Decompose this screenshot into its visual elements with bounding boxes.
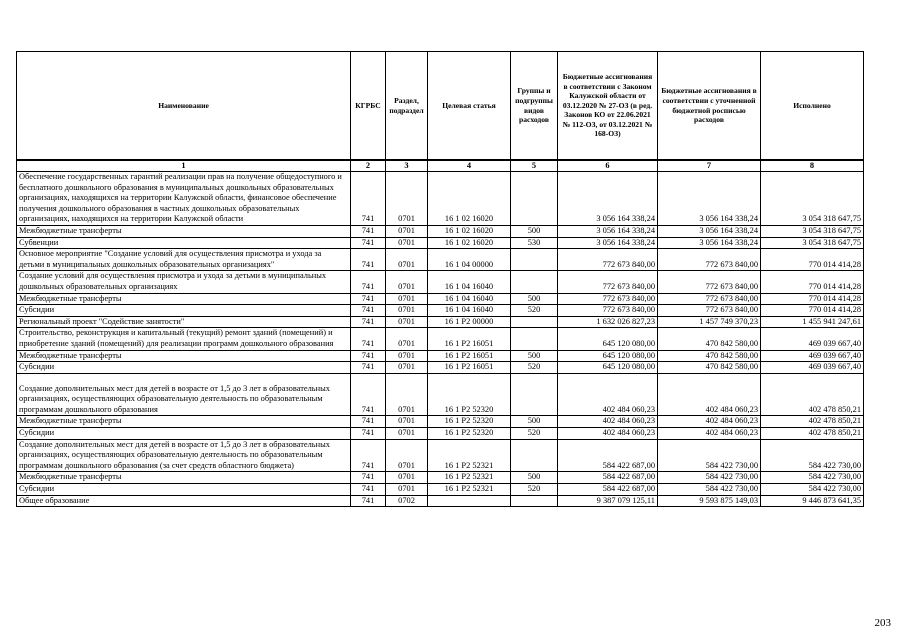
row-group — [511, 271, 558, 293]
row-plan: 470 842 580,00 — [658, 350, 761, 362]
row-name: Субсидии — [17, 484, 351, 496]
row-section: 0701 — [386, 416, 428, 428]
row-plan: 402 484 060,23 — [658, 428, 761, 440]
header-plan: Бюджетные ассигнования в соответствии с уточненной бюджетной росписью расходов — [658, 52, 761, 161]
row-law: 402 484 060,23 — [558, 428, 658, 440]
row-section: 0701 — [386, 472, 428, 484]
table-row — [17, 373, 864, 416]
row-kgrbs: 741 — [351, 316, 386, 328]
row-group: 500 — [511, 416, 558, 428]
page-number: 203 — [874, 617, 891, 629]
row-section: 0701 — [386, 305, 428, 317]
row-plan: 3 056 164 338,24 — [658, 237, 761, 249]
row-article: 16 1 P2 52321 — [428, 472, 511, 484]
row-section: 0701 — [386, 484, 428, 496]
table-row — [17, 225, 864, 237]
row-done: 584 422 730,00 — [761, 439, 864, 472]
row-name: Субсидии — [17, 362, 351, 374]
row-article: 16 1 P2 52320 — [428, 373, 511, 416]
row-done: 469 039 667,40 — [761, 350, 864, 362]
header-kgrbs: КГРБС — [351, 52, 386, 161]
row-name: Межбюджетные трансферты — [17, 350, 351, 362]
row-done: 469 039 667,40 — [761, 328, 864, 350]
row-done: 584 422 730,00 — [761, 472, 864, 484]
row-section: 0701 — [386, 237, 428, 249]
row-name: Создание условий для осуществления присмотра и ухода за детьми в муниципальных дошкольных образовательных организациях — [17, 271, 351, 293]
row-done: 3 054 318 647,75 — [761, 172, 864, 226]
row-article — [428, 495, 511, 507]
column-number: 5 — [511, 160, 558, 172]
row-law: 3 056 164 338,24 — [558, 172, 658, 226]
row-done: 770 014 414,28 — [761, 305, 864, 317]
row-article: 16 1 P2 00000 — [428, 316, 511, 328]
row-kgrbs: 741 — [351, 237, 386, 249]
row-article: 16 1 04 00000 — [428, 249, 511, 271]
row-group: 500 — [511, 350, 558, 362]
row-name: Обеспечение государственных гарантий реализации прав на получение общедоступного и бесплатного дошкольного образования в муниципальных дошкольных образовательных организациях, находящихся на территории Калужской области, финансовое обеспечение получения дошкольного образования в частных дошкольных образовательных организациях, находящихся на территории Калужской области — [17, 172, 351, 226]
table-row — [17, 328, 864, 350]
row-law: 772 673 840,00 — [558, 249, 658, 271]
row-done: 770 014 414,28 — [761, 249, 864, 271]
column-number: 1 — [17, 160, 351, 172]
row-article: 16 1 P2 16051 — [428, 350, 511, 362]
row-group — [511, 172, 558, 226]
row-plan: 3 056 164 338,24 — [658, 172, 761, 226]
row-plan: 772 673 840,00 — [658, 249, 761, 271]
table-row — [17, 350, 864, 362]
header-group: Группы и подгруппы видов расходов — [511, 52, 558, 161]
table-row — [17, 428, 864, 440]
row-name: Создание дополнительных мест для детей в возрасте от 1,5 до 3 лет в образовательных организациях, осуществляющих образовательную деятельность по образовательным программам дошкольного образования (за счет средств областного бюджета) — [17, 439, 351, 472]
table-row — [17, 293, 864, 305]
row-kgrbs: 741 — [351, 350, 386, 362]
row-law: 584 422 687,00 — [558, 439, 658, 472]
header-law: Бюджетные ассигнования в соответствии с Законом Калужской области от 03.12.2020 № 27-ОЗ (в ред. Законов КО от 22.06.2021 № 112-ОЗ, от 03.12.2021 № 168-ОЗ) — [558, 52, 658, 161]
row-section: 0701 — [386, 439, 428, 472]
row-article: 16 1 P2 52321 — [428, 484, 511, 496]
column-number: 2 — [351, 160, 386, 172]
row-article: 16 1 02 16020 — [428, 172, 511, 226]
row-kgrbs: 741 — [351, 172, 386, 226]
row-group: 520 — [511, 305, 558, 317]
row-group — [511, 249, 558, 271]
row-kgrbs: 741 — [351, 305, 386, 317]
row-kgrbs: 741 — [351, 225, 386, 237]
row-name: Основное мероприятие "Создание условий для осуществления присмотра и ухода за детьми в муниципальных дошкольных образовательных организациях" — [17, 249, 351, 271]
row-group: 520 — [511, 362, 558, 374]
row-plan: 584 422 730,00 — [658, 439, 761, 472]
header-article: Целевая статья — [428, 52, 511, 161]
row-plan: 470 842 580,00 — [658, 362, 761, 374]
row-group — [511, 373, 558, 416]
row-law: 645 120 080,00 — [558, 362, 658, 374]
row-section: 0702 — [386, 495, 428, 507]
row-plan: 584 422 730,00 — [658, 484, 761, 496]
header-name: Наименование — [17, 52, 351, 161]
table-row — [17, 416, 864, 428]
row-plan: 772 673 840,00 — [658, 293, 761, 305]
row-article: 16 1 04 16040 — [428, 271, 511, 293]
row-law: 584 422 687,00 — [558, 484, 658, 496]
row-name: Межбюджетные трансферты — [17, 416, 351, 428]
budget-table — [16, 51, 864, 507]
row-name: Региональный проект "Содействие занятости" — [17, 316, 351, 328]
table-row — [17, 271, 864, 293]
row-kgrbs: 741 — [351, 416, 386, 428]
header-done: Исполнено — [761, 52, 864, 161]
row-group — [511, 316, 558, 328]
row-kgrbs: 741 — [351, 373, 386, 416]
column-number: 3 — [386, 160, 428, 172]
row-kgrbs: 741 — [351, 428, 386, 440]
row-kgrbs: 741 — [351, 271, 386, 293]
row-law: 402 484 060,23 — [558, 416, 658, 428]
row-section: 0701 — [386, 350, 428, 362]
row-done: 1 455 941 247,61 — [761, 316, 864, 328]
row-plan: 402 484 060,23 — [658, 416, 761, 428]
row-section: 0701 — [386, 249, 428, 271]
row-article: 16 1 P2 52320 — [428, 428, 511, 440]
row-plan: 9 593 875 149,03 — [658, 495, 761, 507]
row-plan: 1 457 749 370,23 — [658, 316, 761, 328]
row-kgrbs: 741 — [351, 362, 386, 374]
row-group — [511, 328, 558, 350]
row-law: 584 422 687,00 — [558, 472, 658, 484]
row-article: 16 1 02 16020 — [428, 225, 511, 237]
table-row — [17, 172, 864, 226]
header-section: Раздел, подраздел — [386, 52, 428, 161]
column-number: 7 — [658, 160, 761, 172]
header-row — [17, 52, 864, 161]
row-law: 3 056 164 338,24 — [558, 237, 658, 249]
row-done: 584 422 730,00 — [761, 484, 864, 496]
row-section: 0701 — [386, 428, 428, 440]
row-law: 645 120 080,00 — [558, 328, 658, 350]
row-law: 772 673 840,00 — [558, 271, 658, 293]
row-plan: 772 673 840,00 — [658, 271, 761, 293]
row-done: 3 054 318 647,75 — [761, 237, 864, 249]
column-number: 4 — [428, 160, 511, 172]
row-kgrbs: 741 — [351, 495, 386, 507]
table-row — [17, 305, 864, 317]
row-law: 3 056 164 338,24 — [558, 225, 658, 237]
row-law: 9 387 079 125,11 — [558, 495, 658, 507]
table-row — [17, 484, 864, 496]
row-article: 16 1 02 16020 — [428, 237, 511, 249]
row-kgrbs: 741 — [351, 439, 386, 472]
column-number-row — [17, 160, 864, 172]
row-done: 402 478 850,21 — [761, 373, 864, 416]
row-plan: 772 673 840,00 — [658, 305, 761, 317]
row-kgrbs: 741 — [351, 293, 386, 305]
row-done: 9 446 873 641,35 — [761, 495, 864, 507]
row-done: 402 478 850,21 — [761, 416, 864, 428]
table-row — [17, 237, 864, 249]
row-kgrbs: 741 — [351, 484, 386, 496]
column-number: 6 — [558, 160, 658, 172]
row-name: Субсидии — [17, 305, 351, 317]
row-group: 520 — [511, 484, 558, 496]
row-name: Субвенции — [17, 237, 351, 249]
row-law: 1 632 026 827,23 — [558, 316, 658, 328]
row-group: 520 — [511, 428, 558, 440]
table-row — [17, 472, 864, 484]
row-law: 645 120 080,00 — [558, 350, 658, 362]
row-group: 500 — [511, 472, 558, 484]
row-plan: 3 056 164 338,24 — [658, 225, 761, 237]
row-name: Межбюджетные трансферты — [17, 472, 351, 484]
table-row — [17, 316, 864, 328]
table-body — [17, 172, 864, 507]
row-article: 16 1 P2 16051 — [428, 362, 511, 374]
row-name: Межбюджетные трансферты — [17, 225, 351, 237]
row-law: 402 484 060,23 — [558, 373, 658, 416]
row-article: 16 1 P2 52320 — [428, 416, 511, 428]
table-row — [17, 495, 864, 507]
row-plan: 402 484 060,23 — [658, 373, 761, 416]
row-law: 772 673 840,00 — [558, 305, 658, 317]
row-plan: 584 422 730,00 — [658, 472, 761, 484]
row-done: 402 478 850,21 — [761, 428, 864, 440]
column-number: 8 — [761, 160, 864, 172]
row-done: 469 039 667,40 — [761, 362, 864, 374]
row-section: 0701 — [386, 316, 428, 328]
row-done: 770 014 414,28 — [761, 271, 864, 293]
table-row — [17, 249, 864, 271]
row-kgrbs: 741 — [351, 472, 386, 484]
row-name: Межбюджетные трансферты — [17, 293, 351, 305]
row-name: Строительство, реконструкция и капитальный (текущий) ремонт зданий (помещений) и приобретение зданий (помещений) для реализации программ дошкольного образования — [17, 328, 351, 350]
row-name: Общее образование — [17, 495, 351, 507]
row-section: 0701 — [386, 373, 428, 416]
row-name: Создание дополнительных мест для детей в возрасте от 1,5 до 3 лет в образовательных организациях, осуществляющих образовательную деятельность по образовательным программам дошкольного образования — [17, 373, 351, 416]
row-group — [511, 495, 558, 507]
row-kgrbs: 741 — [351, 328, 386, 350]
row-article: 16 1 P2 16051 — [428, 328, 511, 350]
row-done: 3 054 318 647,75 — [761, 225, 864, 237]
row-kgrbs: 741 — [351, 249, 386, 271]
row-article: 16 1 P2 52321 — [428, 439, 511, 472]
row-law: 772 673 840,00 — [558, 293, 658, 305]
row-section: 0701 — [386, 362, 428, 374]
table-row — [17, 362, 864, 374]
row-plan: 470 842 580,00 — [658, 328, 761, 350]
row-section: 0701 — [386, 328, 428, 350]
row-section: 0701 — [386, 293, 428, 305]
row-group — [511, 439, 558, 472]
table-row — [17, 439, 864, 472]
row-name: Субсидии — [17, 428, 351, 440]
row-group: 500 — [511, 293, 558, 305]
row-section: 0701 — [386, 271, 428, 293]
row-article: 16 1 04 16040 — [428, 305, 511, 317]
row-section: 0701 — [386, 225, 428, 237]
row-section: 0701 — [386, 172, 428, 226]
row-group: 500 — [511, 225, 558, 237]
row-group: 530 — [511, 237, 558, 249]
row-article: 16 1 04 16040 — [428, 293, 511, 305]
row-done: 770 014 414,28 — [761, 293, 864, 305]
